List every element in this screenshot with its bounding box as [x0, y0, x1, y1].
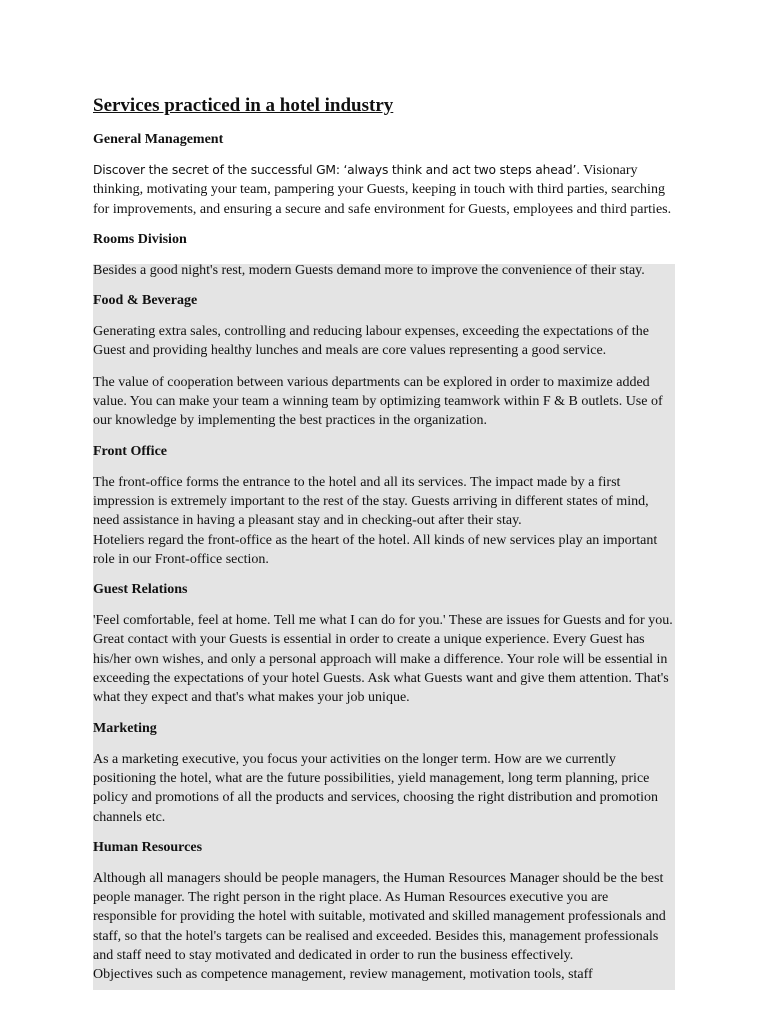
paragraph-human-resources: [93, 869, 675, 985]
paragraph-food-beverage-2: The value of cooperation between various departments can be explored in order to maximize added value. You can make your team a winning team by optimizing teamwork within F & B outlets. Use of our knowledge by implementing the best practices in the organization.: [93, 374, 663, 429]
paragraph-food-beverage-1: Generating extra sales, controlling and reducing labour expenses, exceeding the expectations of the Guest and providing healthy lunches and meals are core values representing a good service.: [93, 324, 649, 359]
paragraph-marketing: As a marketing executive, you focus your activities on the longer term. How are we currently positioning the hotel, what are the future possibilities, yield management, long term planning, price policy and promotions of all the products and services, choosing the right distribution and promotion channels etc.: [93, 751, 658, 825]
heading-front-office: Front Office: [93, 443, 167, 459]
paragraph-guest-relations: 'Feel comfortable, feel at home. Tell me what I can do for you.' These are issues for Guests and for you. Great contact with your Guests is essential in order to create a unique experience. Every Guest has his/her own wishes, and only a personal approach will make a difference. Your role will be essential in exceeding the expectations of your hotel Guests. Ask what Guests want and give them attention. That's what they expect and that's what makes your job unique.: [93, 613, 673, 706]
heading-food-beverage: Food & Beverage: [93, 293, 198, 309]
heading-marketing: Marketing: [93, 720, 157, 736]
heading-rooms-division: Rooms Division: [93, 231, 187, 247]
general-management-body: Visionary thinking, motivating your team, pampering your Guests, keeping in touch with third parties, searching for improvements, and ensuring a secure and safe environment for Guests, employees and third parties.: [93, 163, 672, 217]
heading-guest-relations: Guest Relations: [93, 582, 188, 598]
heading-general-management: General Management: [93, 132, 224, 147]
general-management-lead: Discover the secret of the successful GM: ‘always think and act two steps ahead’.: [93, 163, 580, 177]
human-resources-text-2: Objectives such as competence management, review management, motivation tools, staff: [93, 967, 593, 983]
document-page: [93, 95, 675, 997]
document-title: Services practiced in a hotel industry: [93, 95, 394, 116]
front-office-text-1: The front-office forms the entrance to the hotel and all its services. The impact made by a first impression is extremely important to the rest of the stay. Guests arriving in different states of mind, need assistance in having a pleasant stay and in checking-out after their stay.: [93, 474, 649, 529]
front-office-text-2: Hoteliers regard the front-office as the heart of the hotel. All kinds of new services play an important role in our Front-office section.: [93, 532, 658, 567]
paragraph-rooms-division: Besides a good night's rest, modern Guests demand more to improve the convenience of their stay.: [93, 262, 645, 278]
paragraph-front-office: [93, 473, 675, 569]
heading-human-resources: Human Resources: [93, 839, 203, 855]
human-resources-text-1: Although all managers should be people managers, the Human Resources Manager should be the best people manager. The right person in the right place. As Human Resources executive you are responsible for providing the hotel with suitable, motivated and skilled management professionals and staff, so that the hotel's targets can be realised and exceeded. Besides this, management professionals and staff need to stay motivated and dedicated in order to run the business effectively.: [93, 870, 666, 964]
paragraph-general-management: [93, 161, 675, 219]
